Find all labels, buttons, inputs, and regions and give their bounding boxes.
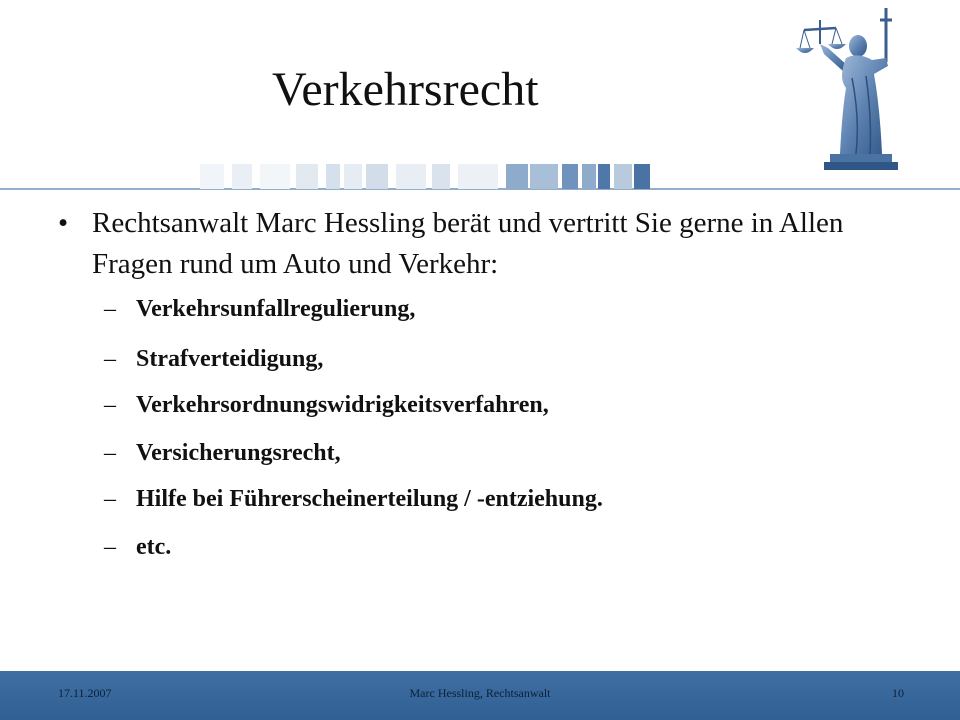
sub-item-text: Verkehrsordnungswidrigkeitsverfahren, (136, 392, 549, 418)
sub-item-text: Strafverteidigung, (136, 346, 324, 372)
bullet-dot: • (58, 207, 69, 239)
dash-marker: – (104, 392, 116, 418)
footer-date: 17.11.2007 (58, 686, 112, 700)
sub-item-text: Versicherungsrecht, (136, 440, 341, 466)
justitia-statue-icon (790, 8, 910, 170)
title-divider (0, 164, 960, 190)
sub-item-text: Verkehrsunfallregulierung, (136, 296, 416, 322)
dash-marker: – (104, 346, 116, 372)
footer-bar (0, 671, 960, 720)
dash-marker: – (104, 296, 116, 322)
dash-marker: – (104, 534, 116, 560)
sub-item-text: Hilfe bei Führerscheinerteilung / -entziehung. (136, 486, 603, 512)
dash-marker: – (104, 440, 116, 466)
footer-author: Marc Hessling, Rechtsanwalt (409, 686, 551, 700)
slide-title: Verkehrsrecht (272, 63, 539, 116)
bullet-text: Rechtsanwalt Marc Hessling berät und vertritt Sie gerne in Allen Fragen rund um Auto und Verkehr: (92, 207, 844, 280)
footer-page-number: 10 (892, 686, 904, 700)
sub-item-text: etc. (136, 534, 172, 560)
dash-marker: – (104, 486, 116, 512)
